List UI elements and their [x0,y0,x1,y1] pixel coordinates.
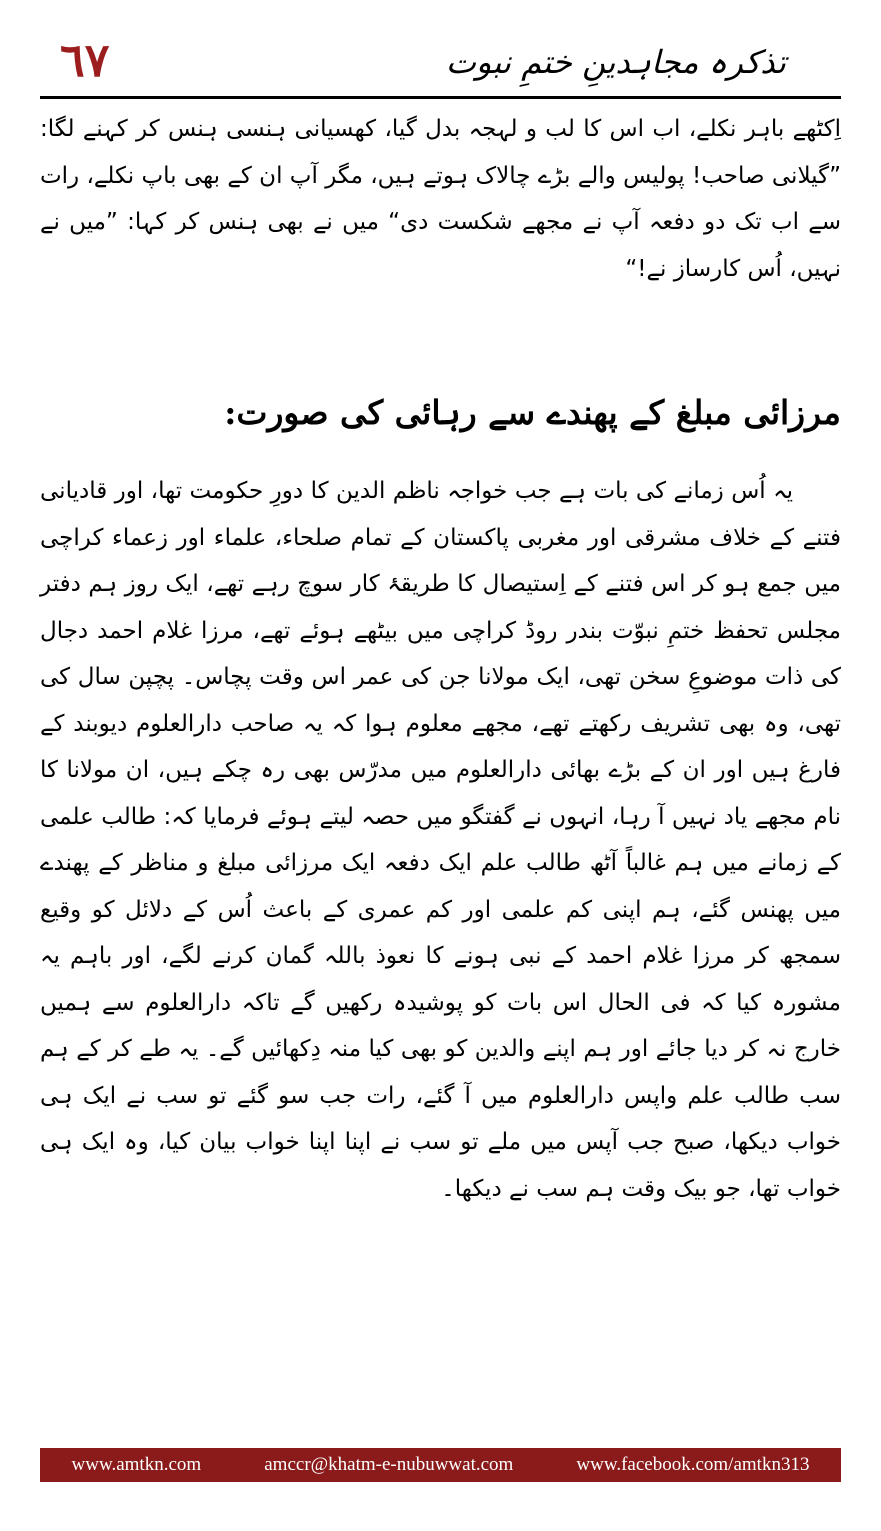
section-heading: مرزائی مبلغ کے پھندے سے رہائی کی صورت: [224,393,841,432]
footer-website-link[interactable]: www.amtkn.com [71,1454,202,1475]
footer-facebook-link[interactable]: www.facebook.com/amtkn313 [576,1454,810,1475]
intro-paragraph: اِکٹھے باہر نکلے، اب اس کا لب و لہجہ بدل گیا، کھسیانی ہنسی ہنس کر کہنے لگا: ”گیلانی صاحب! پولیس والے بڑے چالاک ہوتے ہیں، مگر آپ ان کے بھی باپ نکلے، رات سے اب تک دو دفعہ آپ نے مجھے شکست دی“ میں نے بھی ہنس کر کہا: ”میں نے نہیں، اُس کارساز نے!“ [40,116,841,282]
book-title: تذکرہ مجاہدینِ ختمِ نبوت [445,43,786,81]
body-text [40,468,841,1212]
body-paragraph: یہ اُس زمانے کی بات ہے جب خواجہ ناظم الدین کا دورِ حکومت تھا، اور قادیانی فتنے کے خلاف مشرقی اور مغربی پاکستان کے تمام صلحاء، علماء اور زعماء کراچی میں جمع ہو کر اس فتنے کے اِستیصال کا طریقۂ کار سوچ رہے تھے، ایک روز ہم دفتر مجلس تحفظ ختمِ نبوّت بندر روڈ کراچی میں بیٹھے ہوئے تھے، مرزا غلام احمد دجال کی ذات موضوعِ سخن تھی، ایک مولانا جن کی عمر اس وقت پچاس۔ پچپن سال کی تھی، وہ بھی تشریف رکھتے تھے، مجھے معلوم ہوا کہ یہ صاحب دارالعلوم دیوبند کے فارغ ہیں اور ان کے بڑے بھائی دارالعلوم میں مدرّس بھی رہ چکے ہیں، ان مولانا کا نام مجھے یاد نہیں آ رہا، انہوں نے گفتگو میں حصہ لیتے ہوئے فرمایا کہ: طالب علمی کے زمانے میں ہم غالباً آٹھ طالب علم ایک دفعہ ایک مرزائی مبلغ و مناظر کے پھندے میں پھنس گئے، ہم اپنی کم علمی اور کم عمری کے باعث اُس کے دلائل کو وقیع سمجھ کر مرزا غلام احمد کے نبی ہونے کا نعوذ باللہ گمان کرنے لگے، اور باہم یہ مشورہ کیا کہ فی الحال اس بات کو پوشیدہ رکھیں گے تاکہ دارالعلوم سے ہمیں خارج نہ کر دیا جائے اور ہم اپنے والدین کو بھی کیا منہ دِکھائیں گے۔ یہ طے کر کے ہم سب طالب علم واپس دارالعلوم میں آ گئے، رات جب سو گئے تو سب نے ایک ہی خواب دیکھا، صبح جب آپس میں ملے تو سب نے اپنا اپنا خواب بیان کیا، وہ ایک ہی خواب تھا، جو بیک وقت ہم سب نے دیکھا۔ [40,478,841,1202]
footer-bar [40,1448,841,1482]
intro-text [40,106,841,292]
header-divider [40,96,841,99]
footer-email-link[interactable]: amccr@khatm-e-nubuwwat.com [264,1454,514,1475]
page-number: ٦٧ [60,33,110,87]
